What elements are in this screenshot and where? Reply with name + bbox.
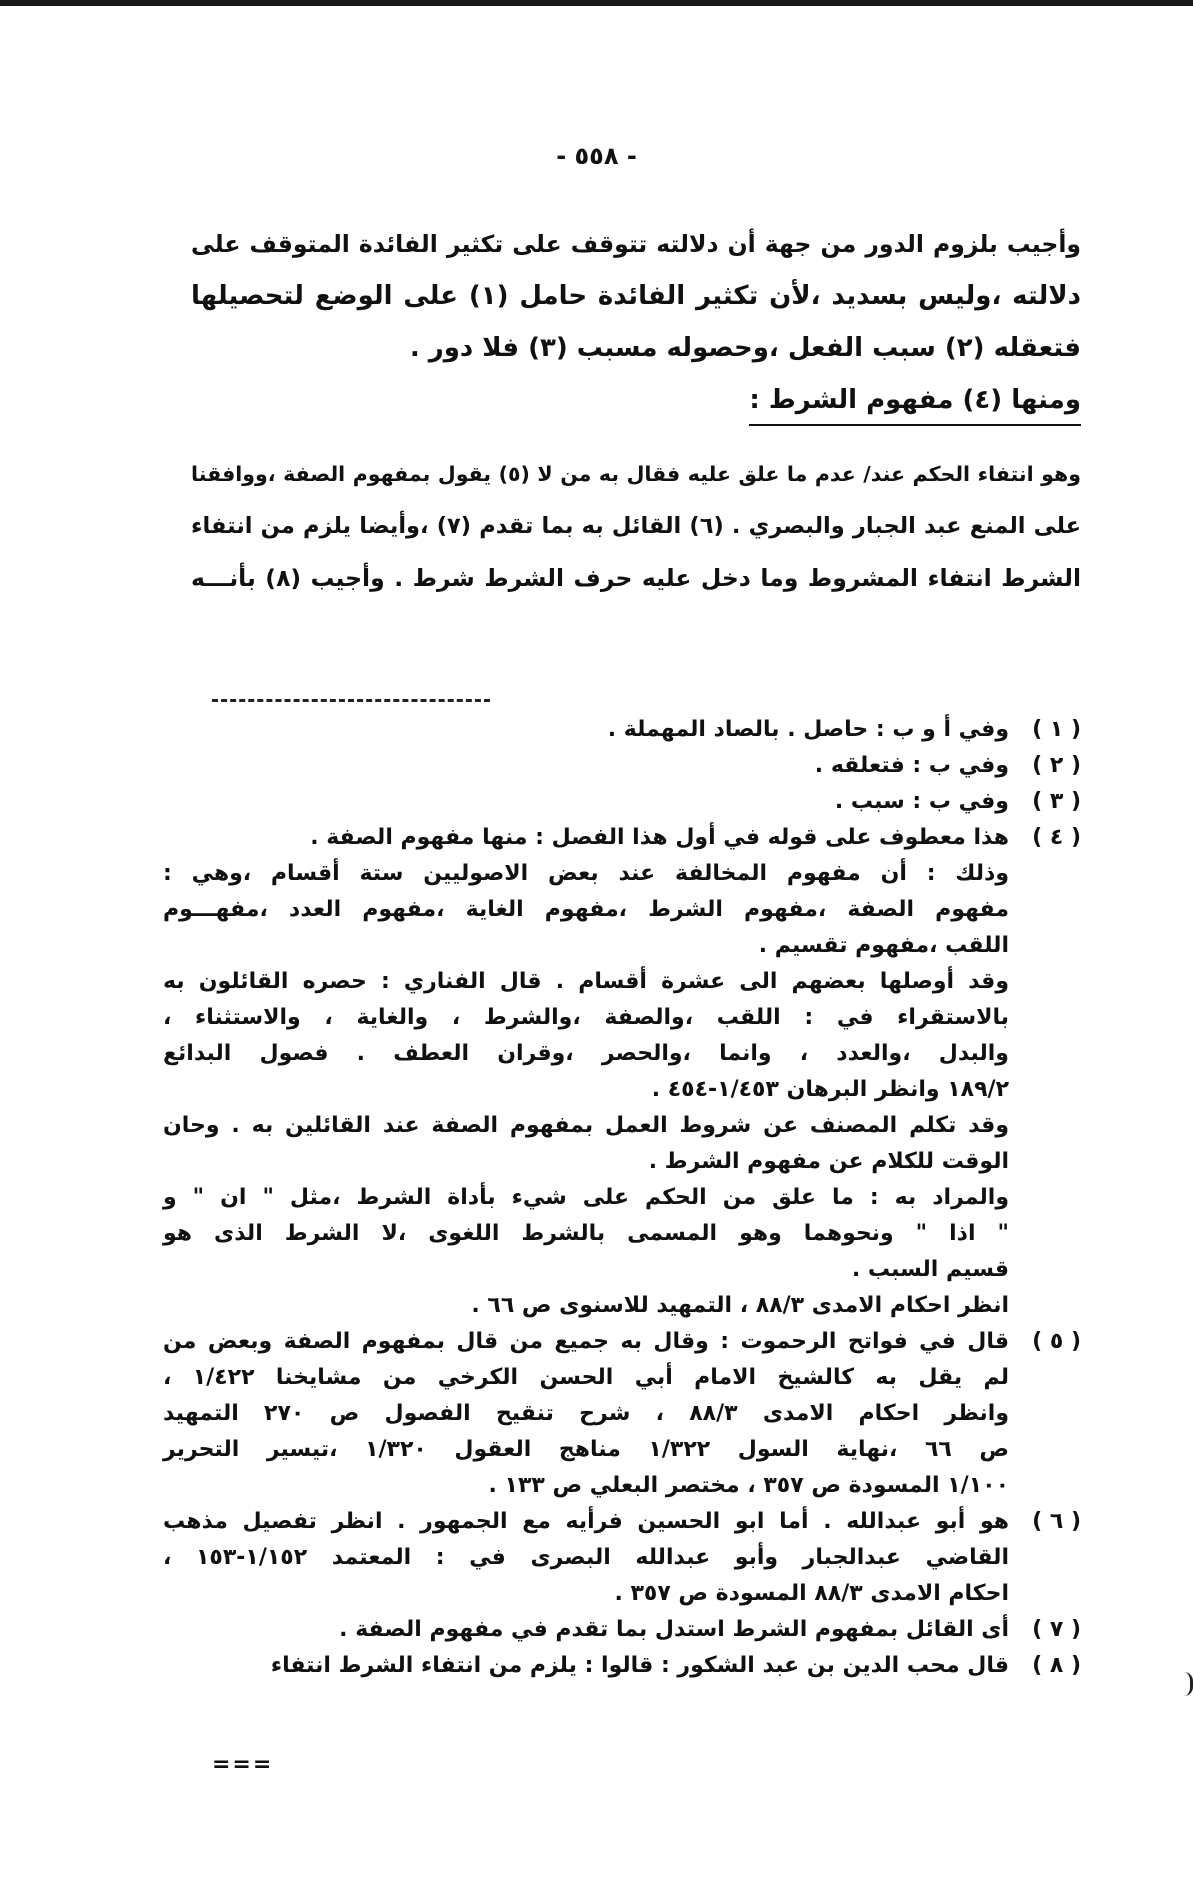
- footnote-line: وفي ب : فتعلقه .: [814, 753, 1009, 778]
- footnote-3: [163, 784, 1081, 820]
- footnote-line: وانظر احكام الامدى ٨٨/٣ ، شرح تنقيح الفصول ص ٢٧٠ التمهيد: [163, 1401, 1009, 1426]
- footnote-line: وقد تكلم المصنف عن شروط العمل بمفهوم الصفة عند القائلين به . وحان: [163, 1113, 1009, 1138]
- footnote-line: احكام الامدى ٨٨/٣ المسودة ص ٣٥٧ .: [614, 1581, 1009, 1606]
- footnote-number: ( ٨ ): [1032, 1653, 1081, 1678]
- footnote-line: والبدل ،والعدد ، وانما ،والحصر ،وقران العطف . فصول البدائع: [163, 1041, 1009, 1066]
- scan-edge-mark: [1184, 1672, 1193, 1696]
- footnote-line: والمراد به : ما علق من الحكم على شيء بأداة الشرط ،مثل " ان " و: [163, 1185, 1009, 1210]
- footnote-line: الوقت للكلام عن مفهوم الشرط .: [648, 1149, 1009, 1174]
- body-line: الشرط انتفاء المشروط وما دخل عليه حرف الشرط شرط . وأجيب (٨) بأنـــه: [191, 564, 1082, 592]
- footnote-1: [163, 712, 1081, 748]
- page-number: - ٥٥٨ -: [556, 142, 637, 170]
- footnote-body: [163, 1612, 1009, 1648]
- section-heading: [191, 378, 1081, 430]
- section-heading-text: ومنها (٤) مفهوم الشرط :: [749, 378, 1081, 426]
- footnote-line: وقد أوصلها بعضهم الى عشرة أقسام . قال الفناري : حصره القائلون به: [163, 969, 1009, 994]
- footnote-body: [163, 712, 1009, 748]
- footnote-line: ١٨٩/٢ وانظر البرهان ١/٤٥٣-٤٥٤ .: [651, 1077, 1009, 1102]
- footnotes-section: [163, 712, 1081, 1684]
- main-body-text: [191, 222, 1081, 608]
- footnote-line: وفي أ و ب : حاصل . بالصاد المهملة .: [607, 717, 1009, 742]
- footnote-number: ( ٥ ): [1032, 1329, 1081, 1354]
- footnote-number: ( ٦ ): [1032, 1509, 1081, 1534]
- footnote-line: " اذا " ونحوهما وهو المسمى بالشرط اللغوى ،لا الشرط الذى هو: [163, 1221, 1009, 1246]
- footnote-line: قال في فواتح الرحموت : وقال به جميع من قال بمفهوم الصفة وبعض من: [163, 1329, 1009, 1354]
- scan-top-border: [0, 0, 1193, 6]
- body-line: دلالته ،وليس بسديد ،لأن تكثير الفائدة حامل (١) على الوضع لتحصيلها: [191, 281, 1082, 311]
- footnote-body: [163, 784, 1009, 820]
- footnote-line: مفهوم الصفة ،مفهوم الشرط ،مفهوم الغاية ،مفهوم العدد ،مفهـــوم: [163, 897, 1009, 922]
- footnote-2: [163, 748, 1081, 784]
- body-line: فتعقله (٢) سبب الفعل ،وحصوله مسبب (٣) فلا دور .: [409, 333, 1081, 363]
- body-line: وهو انتفاء الحكم عند/ عدم ما علق عليه فقال به من لا (٥) يقول بمفهوم الصفة ،ووافقنا: [191, 462, 1081, 486]
- footnote-body: [163, 1504, 1009, 1612]
- footnote-line: أى القائل بمفهوم الشرط استدل بما تقدم في مفهوم الصفة .: [339, 1617, 1009, 1642]
- footnote-body: [163, 1324, 1009, 1504]
- footnote-number: ( ٧ ): [1032, 1617, 1081, 1642]
- footnote-4: [163, 820, 1081, 1324]
- footnote-line: بالاستقراء في : اللقب ،والصفة ،والشرط ، والغاية ، والاستثناء ،: [163, 1005, 1009, 1030]
- footnote-line: ١/١٠٠ المسودة ص ٣٥٧ ، مختصر البعلي ص ١٣٣ .: [488, 1473, 1009, 1498]
- footnote-line: وذلك : أن مفهوم المخالفة عند بعض الاصوليين ستة أقسام ،وهي :: [163, 861, 1009, 886]
- footnote-line: لم يقل به كالشيخ الامام أبي الحسن الكرخي من مشايخنا ١/٤٢٢ ،: [163, 1365, 1009, 1390]
- footnote-separator: [212, 699, 490, 702]
- footnote-number: ( ٤ ): [1032, 825, 1081, 850]
- footnote-number: ( ٣ ): [1032, 789, 1081, 814]
- footnote-line: هذا معطوف على قوله في أول هذا الفصل : منها مفهوم الصفة .: [310, 825, 1009, 850]
- body-line: على المنع عبد الجبار والبصري . (٦) القائل به بما تقدم (٧) ،وأيضا يلزم من انتفاء: [191, 513, 1081, 539]
- footnote-8: [163, 1648, 1081, 1684]
- footnote-line: هو أبو عبدالله . أما ابو الحسين فرأيه مع الجمهور . انظر تفصيل مذهب: [163, 1509, 1009, 1534]
- footnote-line: انظر احكام الامدى ٨٨/٣ ، التمهيد للاسنوى ص ٦٦ .: [471, 1293, 1009, 1318]
- footnote-line: قسيم السبب .: [851, 1257, 1009, 1282]
- paragraph-gap: [191, 430, 1081, 452]
- footnote-line: القاضي عبدالجبار وأبو عبدالله البصرى في : المعتمد ١/١٥٢-١٥٣ ،: [163, 1545, 1009, 1570]
- footnote-number: ( ١ ): [1032, 717, 1081, 742]
- body-line: وأجيب بلزوم الدور من جهة أن دلالته تتوقف على تكثير الفائدة المتوقف على: [191, 230, 1081, 258]
- footnote-line: اللقب ،مفهوم تقسيم .: [758, 933, 1009, 958]
- footnote-5: [163, 1324, 1081, 1504]
- footnote-body: [163, 820, 1009, 1324]
- footnote-7: [163, 1612, 1081, 1648]
- footnote-body: [163, 1648, 1009, 1684]
- footnote-line: قال محب الدين بن عبد الشكور : قالوا : يلزم من انتفاء الشرط انتفاء: [270, 1653, 1009, 1678]
- end-marks: ===: [212, 1752, 274, 1777]
- footnote-line: وفي ب : سبب .: [834, 789, 1009, 814]
- footnote-body: [163, 748, 1009, 784]
- footnote-6: [163, 1504, 1081, 1612]
- footnote-number: ( ٢ ): [1032, 753, 1081, 778]
- footnote-line: ص ٦٦ ،نهاية السول ١/٣٢٢ مناهج العقول ١/٣٢٠ ،تيسير التحرير: [163, 1437, 1009, 1462]
